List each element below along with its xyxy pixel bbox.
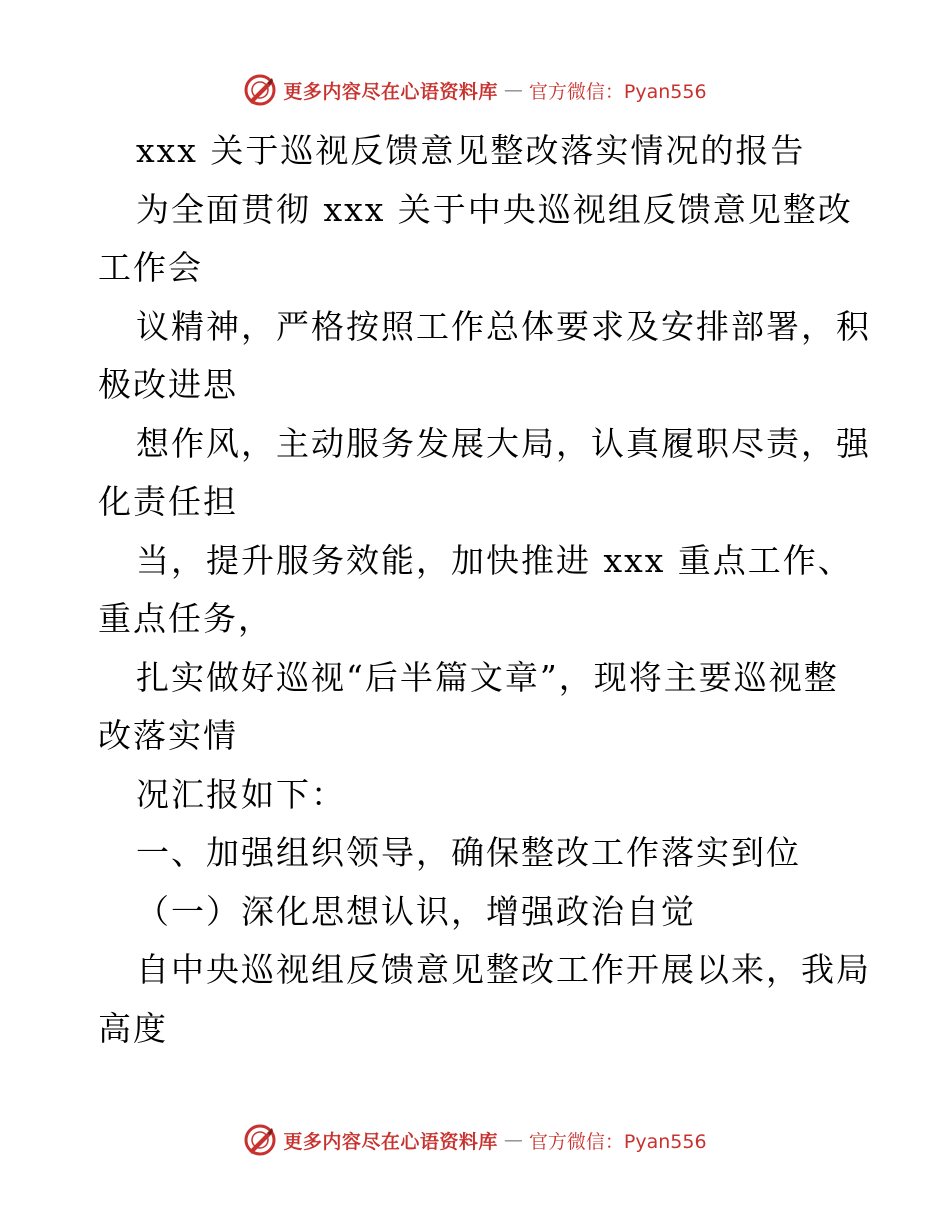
- header-wechat: 官方微信：Pyan556: [528, 80, 707, 103]
- header-separator: —: [503, 79, 523, 101]
- paragraph-line: 重点任务，: [98, 599, 273, 638]
- paragraph-line: 自中央巡视组反馈意见整改工作开展以来，我局: [136, 950, 871, 989]
- footer-separator: —: [503, 1129, 523, 1151]
- paragraph-line: 工作会: [98, 248, 203, 287]
- footer-tagline: 更多内容尽在心语资料库: [283, 1130, 498, 1153]
- footer-watermark: [0, 1120, 950, 1160]
- footer-wechat: 官方微信：Pyan556: [528, 1130, 707, 1153]
- paragraph-line: 一、加强组织领导，确保整改工作落实到位: [136, 833, 801, 872]
- paragraph-line: 议精神，严格按照工作总体要求及安排部署，积: [136, 306, 871, 346]
- document-body: [98, 122, 871, 1058]
- paragraph-line: xxx 关于巡视反馈意见整改落实情况的报告: [136, 131, 806, 170]
- paragraph-line: 想作风，主动服务发展大局，认真履职尽责，强: [136, 423, 871, 463]
- paragraph-line: 况汇报如下：: [136, 774, 346, 814]
- paragraph-line: 化责任担: [98, 482, 238, 521]
- paragraph-line: 极改进思: [98, 365, 238, 404]
- brush-pen-circle-icon: [243, 73, 277, 107]
- paragraph-line: 当，提升服务效能，加快推进 xxx 重点工作、: [136, 540, 853, 580]
- paragraph-line: （一）深化思想认识，增强政治自觉: [136, 891, 696, 931]
- paragraph-line: 为全面贯彻 xxx 关于中央巡视组反馈意见整改: [136, 189, 853, 229]
- header-watermark: [0, 70, 950, 110]
- brush-pen-circle-icon: [243, 1123, 277, 1157]
- paragraph-line: 高度: [98, 1008, 168, 1048]
- paragraph-line: 改落实情: [98, 716, 238, 755]
- header-tagline: 更多内容尽在心语资料库: [283, 80, 498, 103]
- paragraph-line: 扎实做好巡视“后半篇文章”，现将主要巡视整: [136, 657, 839, 697]
